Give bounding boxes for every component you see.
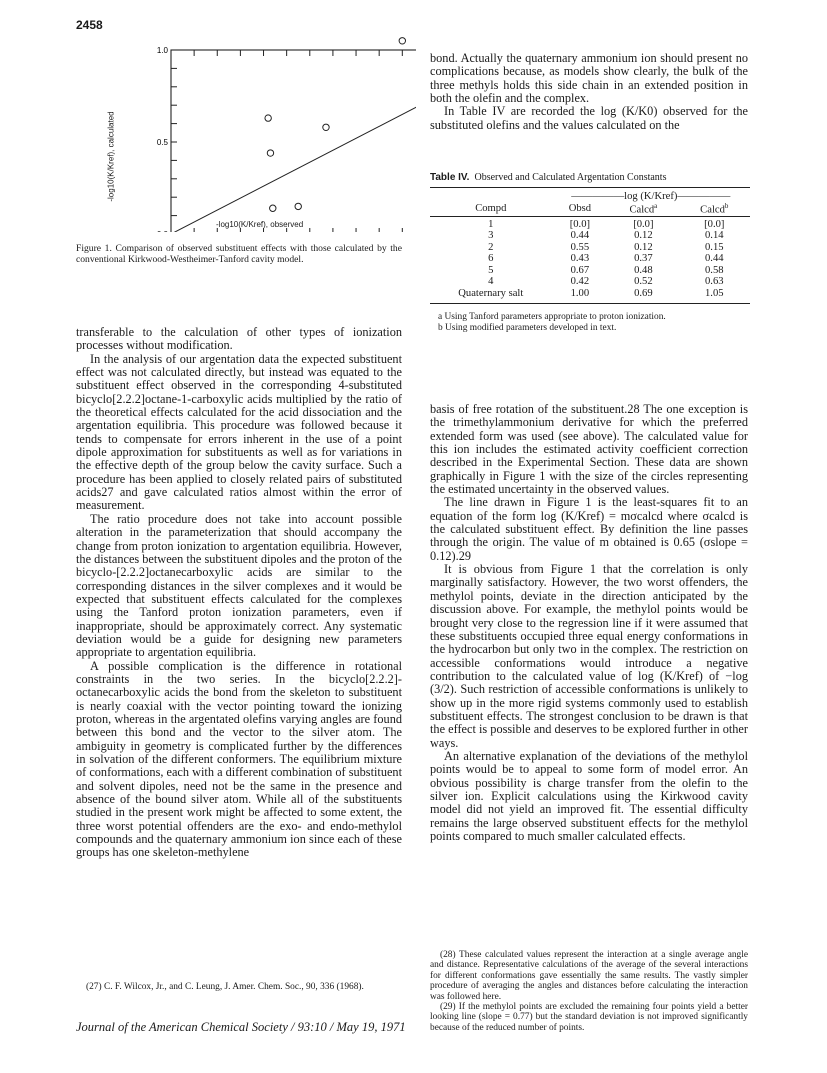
footnote-text: (28) These calculated values represent the interaction at a single average angle and distance. Representative calculations of the average of the several interactions for different conformations gave essentially the same results. The vastly simpler procedure of averaging the angles and distances before calculating the interaction was followed here. — [430, 950, 748, 1002]
table-cell-obsd: 0.42 — [570, 276, 590, 288]
table-footnote-b: b Using modified parameters developed in text. — [438, 322, 617, 333]
table-cell-compd: 2 — [488, 241, 494, 253]
footnotes-28-29 — [430, 950, 748, 1033]
data-point — [267, 150, 273, 156]
table-cell-compd: 1 — [488, 218, 494, 230]
data-point — [399, 38, 405, 44]
table-row — [430, 288, 750, 300]
table-cell-obsd: 0.67 — [570, 264, 590, 276]
table-label: Table IV. — [430, 172, 470, 183]
y-tick-label: 1.0 — [156, 46, 168, 55]
table-cell-obsd: 0.44 — [570, 230, 590, 242]
table-cell-compd: 5 — [488, 264, 494, 276]
data-point — [265, 115, 271, 121]
table-row — [430, 230, 750, 242]
paragraph: The ratio procedure does not take into account possible alteration in the parameterization that should accompany the change from proton ionization to argentation equilibria. However, the distances between the substituent dipoles and the proton of the bicyclo-[2.2.2]octanecarboxylic acids are similar to the corresponding distances in the silver complexes and it would be expected that substituent effects calculated for the complexes using the Tanford proton ionization parameters, even if inappropriate, should be approximately correct. Any systematic deviation would be a guide for designing new parameters appropriate to argentation equilibria. — [76, 511, 402, 660]
y-tick-label: 0.5 — [156, 138, 168, 147]
scatter-chart — [76, 32, 416, 232]
footnote-text: (29) If the methylol points are excluded the remaining four points yield a better looking line (slope = 0.77) but the standard deviation is not improved significantly because of the reduced number of points. — [430, 1002, 748, 1033]
table-cell-obsd: 0.55 — [570, 241, 590, 253]
table-row — [430, 276, 750, 288]
table-cell-obsd: 1.00 — [570, 287, 590, 299]
paragraph: A possible complication is the difference in rotational constraints in the two series. In the bicyclo[2.2.2]-octanecarboxylic acids the bond from the skeleton to substituent is nearly coaxial with the vector pointing toward the ionizing proton, whereas in the argentated olefins varying angles are found between this bond and the vector to the silver atom. The ambiguity in geometry is complicated further by the differences in solvation of the different conformers. The equilibrium mixture of conformations, each with a different combination of substituent and solvent dipoles, need not be the same in the presence and absence of the bound silver atom. While all of the substituents studied in the present work might be affected to some extent, the three worst potential offenders are the exo- and endo-methylol compounds and the quaternary ammonium ion since each of these groups has one skeleton-methylene — [76, 658, 402, 860]
plot-frame — [171, 50, 416, 232]
table-cell-ca: 0.69 — [634, 287, 653, 299]
col-calcd-a: Calcd$^a$ — [629, 202, 658, 216]
table-cell-ca: 0.12 — [634, 230, 653, 242]
data-point — [295, 203, 301, 209]
data-point — [270, 205, 276, 211]
table-cell-cb: 0.15 — [705, 241, 724, 253]
table-row — [430, 242, 750, 254]
table-footnote-a: a Using Tanford parameters appropriate to proton ionization. — [438, 312, 666, 323]
journal-footer: Journal of the American Chemical Society / 93:10 / May 19, 1971 — [76, 1020, 406, 1034]
col-calcd-b: Calcd$^b$ — [700, 202, 729, 216]
paragraph: In Table IV are recorded the log (K/K0) observed for the substituted olefins and the values calculated on the — [430, 104, 748, 132]
table-row — [430, 216, 750, 230]
table-cell-obsd: 0.43 — [570, 253, 590, 265]
col-compd: Compd — [475, 203, 507, 215]
table-cell-ca: 0.37 — [634, 253, 653, 265]
table-cell-cb: 1.05 — [705, 287, 724, 299]
figure-caption: Figure 1. Comparison of observed substituent effects with those calculated by the conventional Kirkwood-Westheimer-Tanford cavity model. — [76, 243, 402, 265]
paragraph: An alternative explanation of the deviations of the methylol points would be to appeal to some form of model error. An obvious possibility is charge transfer from the olefin to the silver ion. Explicit calculations using the Kirkwood cavity model did not yield an improved fit. The essential difficulty remains the large observed substituent effects for the methylol points compared to much smaller calculated effects. — [430, 748, 748, 843]
left-column — [76, 326, 402, 860]
paragraph: In the analysis of our argentation data the expected substituent effect was not calculated directly, but instead was equated to the substituent effect observed in the corresponding 4-substituted bicyclo[2.2.2]octane-1-carboxylic acids multiplied by the ratio of the theoretical effects calculated for the acid dissociation and the argentation equilibria. This procedure was followed because it tends to compensate for errors inherent in the use of a point dipole approximation for substituents as well as for variations in the effective depth of the group below the cavity surface. Such a procedure has been applied to closely related pairs of substituted acids27 and gave calculated ratios almost within the error of measurement. — [76, 351, 402, 513]
table-cell-cb: [0.0] — [704, 218, 725, 230]
paragraph: bond. Actually the quaternary ammonium ion should present no complications because, as models show clearly, the bulk of the three methyls holds this side chain in an extended position in both the olefin and the complex. — [430, 51, 748, 106]
table-caption: Observed and Calculated Argentation Constants — [474, 172, 667, 183]
right-column-top — [430, 52, 748, 132]
table-cell-compd: 3 — [488, 230, 494, 242]
col-obsd: Obsd — [568, 203, 592, 215]
table-title — [430, 172, 750, 183]
right-column — [430, 403, 748, 843]
table-cell-obsd: [0.0] — [569, 218, 591, 230]
footnote-text: (27) C. F. Wilcox, Jr., and C. Leung, J. Amer. Chem. Soc., 90, 336 (1968). — [86, 982, 364, 992]
table-cell-cb: 0.44 — [705, 253, 724, 265]
group-header: —————log (K/Kref)————— — [571, 191, 731, 202]
argentation-table — [430, 187, 750, 299]
table-cell-compd: 6 — [488, 253, 494, 265]
x-axis-label: -log10(K/Kref), observed — [216, 220, 304, 229]
table-row — [430, 265, 750, 277]
table-cell-compd: 4 — [488, 276, 494, 288]
data-point — [323, 124, 329, 130]
y-tick-label — [157, 230, 169, 232]
table-cell-cb: 0.58 — [705, 264, 724, 276]
paragraph: basis of free rotation of the substituent.28 The one exception is the trimethylammonium derivative for which the preferred extended form was used (see above). The calculated value for this ion includes the estimated activity coefficient correction described in the Experimental Section. These data are shown graphically in Figure 1 with the size of the circles representing the estimated uncertainty in the observed values. — [430, 402, 748, 497]
footnote-27 — [76, 982, 402, 992]
page-number: 2458 — [76, 18, 103, 32]
table-cell-cb: 0.14 — [705, 230, 724, 242]
y-axis-label: -log10(K/Kref), calculated — [106, 111, 116, 202]
figure-1 — [76, 32, 416, 264]
table-row — [430, 253, 750, 265]
table-cell-ca: 0.48 — [634, 264, 653, 276]
table-cell-ca: [0.0] — [633, 218, 654, 230]
table-cell-compd: Quaternary salt — [458, 287, 524, 299]
table-cell-ca: 0.12 — [634, 241, 653, 253]
table-cell-cb: 0.63 — [705, 276, 724, 288]
paragraph: transferable to the calculation of other types of ionization processes without modification. — [76, 325, 402, 353]
paragraph: The line drawn in Figure 1 is the least-squares fit to an equation of the form log (K/Kref) = mσcalcd where σcalcd is the calculated substituent effect. By definition the line passes through the origin. The value of m obtained is 0.65 (σslope = 0.12).29 — [430, 495, 748, 563]
table-cell-ca: 0.52 — [634, 276, 653, 288]
fit-line — [171, 96, 416, 232]
paragraph: It is obvious from Figure 1 that the correlation is only marginally satisfactory. However, the two worst offenders, the methylol points, deviate in the direction anticipated by the discussion above. For example, the methylol points would be brought very close to the regression line if it were assumed that these substituents occupied three equal energy conformations in the hydrocarbon but only two in the complex. The restriction on accessible conformations would introduce a negative contribution to the calculated value of log (K/Kref) of −log (3/2). Such restriction of accessible conformations is unlikely to show up in the more rigid systems commonly used to establish substituent effects. The strongest conclusion to be drawn is that the effect is possible and deserves to be explored further in other ways. — [430, 562, 748, 750]
table-iv — [430, 172, 750, 333]
